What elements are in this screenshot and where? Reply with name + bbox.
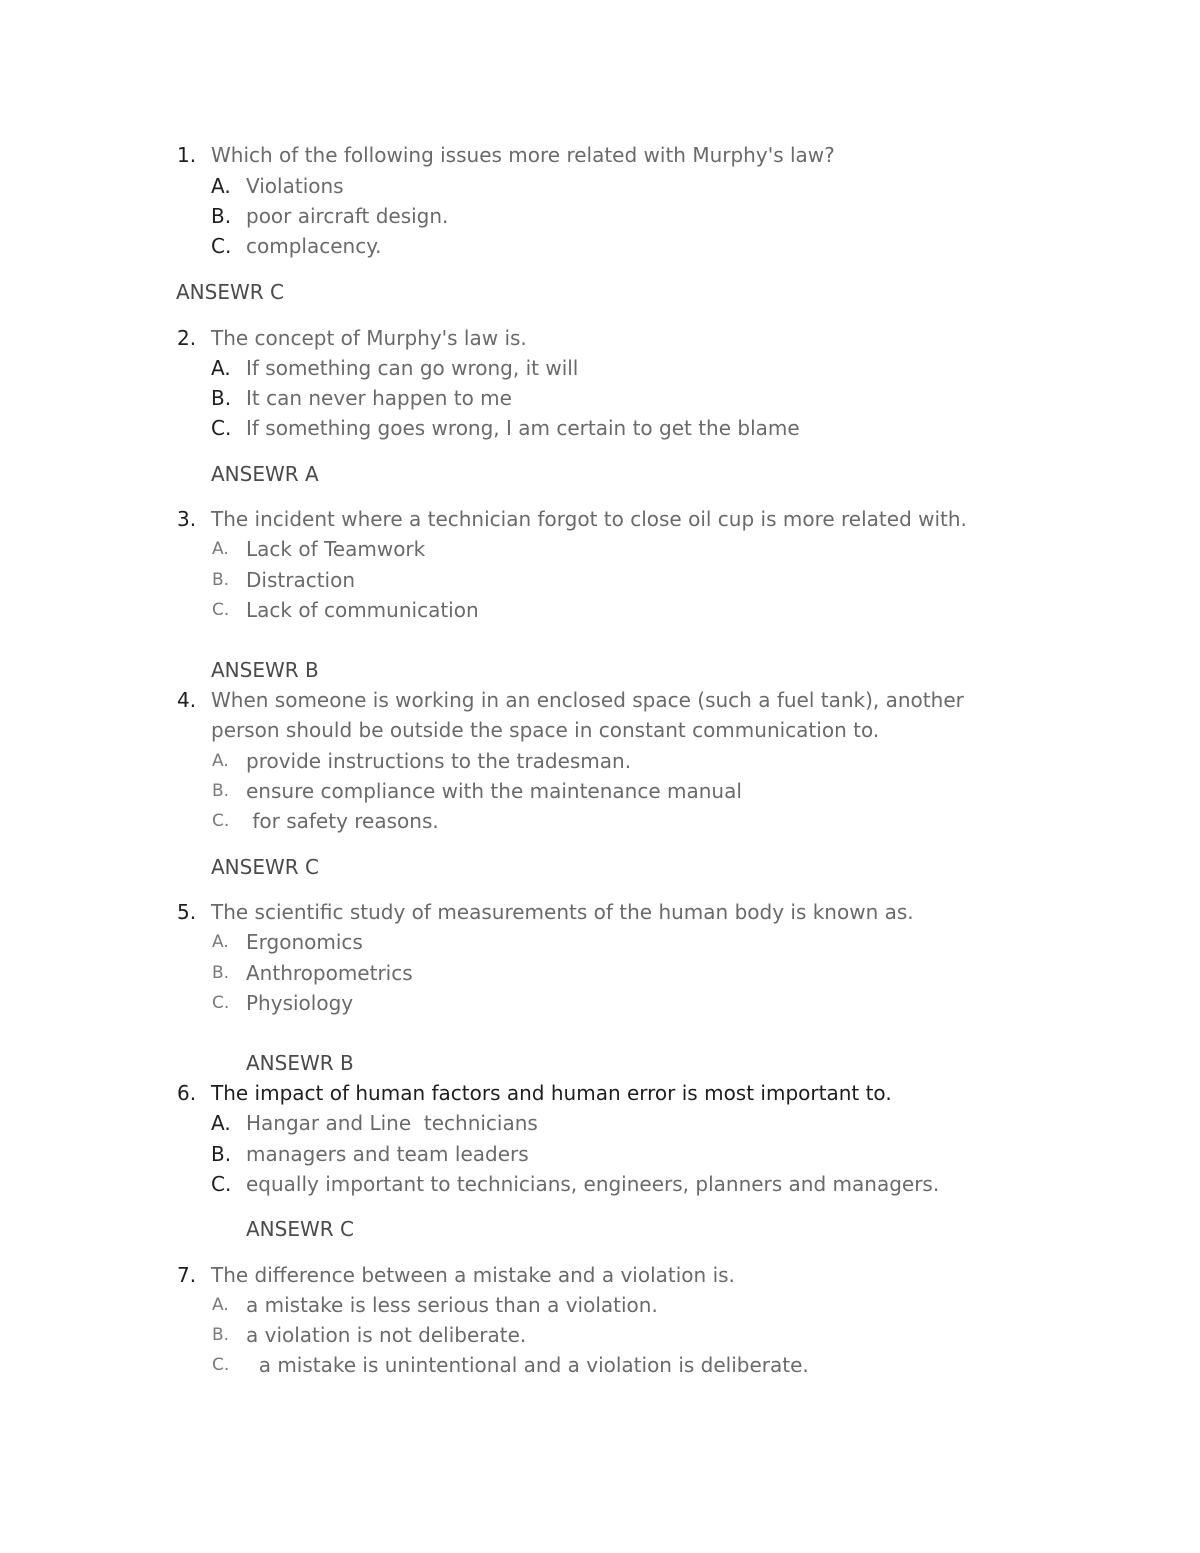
question-3-number: 3.	[177, 507, 197, 531]
question-2-text: The concept of Murphy's law is.	[211, 326, 527, 350]
question-4-text-line-1: When someone is working in an enclosed space (such a fuel tank), another	[211, 688, 964, 712]
question-6-option-a-letter: A.	[211, 1111, 231, 1135]
question-6-option-b-letter: B.	[211, 1142, 232, 1166]
question-6-option-b: managers and team leaders	[246, 1142, 529, 1166]
question-4-option-c-letter: C.	[212, 811, 230, 831]
question-4-answer: ANSEWR C	[211, 855, 319, 879]
question-7-option-c-letter: C.	[212, 1355, 230, 1375]
question-2-number: 2.	[177, 326, 197, 350]
question-6-option-c: equally important to technicians, engineers, planners and managers.	[246, 1172, 940, 1196]
question-4-number: 4.	[177, 688, 197, 712]
question-1-text: Which of the following issues more related with Murphy's law?	[211, 143, 835, 167]
question-7-text: The difference between a mistake and a violation is.	[211, 1263, 735, 1287]
question-1-option-b: poor aircraft design.	[246, 204, 449, 228]
question-3-option-c-letter: C.	[212, 600, 230, 620]
question-6-option-c-letter: C.	[211, 1172, 232, 1196]
question-1-option-a: Violations	[246, 174, 344, 198]
question-6-number: 6.	[177, 1081, 197, 1105]
question-6-text: The impact of human factors and human error is most important to.	[211, 1081, 892, 1105]
question-2-option-a: If something can go wrong, it will	[246, 356, 579, 380]
question-2-option-a-letter: A.	[211, 356, 231, 380]
question-7-option-b: a violation is not deliberate.	[246, 1323, 527, 1347]
question-5-answer: ANSEWR B	[246, 1051, 354, 1075]
question-1-option-c: complacency.	[246, 234, 382, 258]
question-1-answer: ANSEWR C	[176, 280, 284, 304]
question-6-answer: ANSEWR C	[246, 1217, 354, 1241]
question-5-option-c: Physiology	[246, 991, 354, 1015]
question-1-number: 1.	[177, 143, 197, 167]
question-3-option-b-letter: B.	[212, 570, 230, 590]
question-5-option-c-letter: C.	[212, 993, 230, 1013]
question-2-option-b: It can never happen to me	[246, 386, 512, 410]
question-4-option-a: provide instructions to the tradesman.	[246, 749, 632, 773]
question-3-text: The incident where a technician forgot to close oil cup is more related with.	[211, 507, 967, 531]
question-7-option-a: a mistake is less serious than a violation.	[246, 1293, 658, 1317]
question-3-option-c: Lack of communication	[246, 598, 479, 622]
question-3-option-b: Distraction	[246, 568, 356, 592]
question-4-option-b-letter: B.	[212, 781, 230, 801]
question-5-option-b: Anthropometrics	[246, 961, 413, 985]
question-7-option-b-letter: B.	[212, 1325, 230, 1345]
question-3-option-a-letter: A.	[212, 539, 229, 559]
question-3-option-a: Lack of Teamwork	[246, 537, 426, 561]
question-4-option-a-letter: A.	[212, 751, 229, 771]
question-7-option-a-letter: A.	[212, 1295, 229, 1315]
question-4-option-c: for safety reasons.	[246, 809, 439, 833]
question-2-answer: ANSEWR A	[211, 462, 319, 486]
question-5-option-b-letter: B.	[212, 963, 230, 983]
question-6-option-a: Hangar and Line technicians	[246, 1111, 538, 1135]
question-1-option-c-letter: C.	[211, 234, 232, 258]
question-5-option-a: Ergonomics	[246, 930, 363, 954]
question-1-option-a-letter: A.	[211, 174, 231, 198]
question-7-option-c: a mistake is unintentional and a violation is deliberate.	[246, 1353, 809, 1377]
question-7-number: 7.	[177, 1263, 197, 1287]
question-2-option-b-letter: B.	[211, 386, 232, 410]
question-2-option-c: If something goes wrong, I am certain to get the blame	[246, 416, 800, 440]
question-5-number: 5.	[177, 900, 197, 924]
question-5-option-a-letter: A.	[212, 932, 229, 952]
question-4-text-line-2: person should be outside the space in constant communication to.	[211, 718, 880, 742]
question-4-option-b: ensure compliance with the maintenance manual	[246, 779, 742, 803]
question-5-text: The scientific study of measurements of the human body is known as.	[211, 900, 914, 924]
question-2-option-c-letter: C.	[211, 416, 232, 440]
question-1-option-b-letter: B.	[211, 204, 232, 228]
question-3-answer: ANSEWR B	[211, 658, 319, 682]
